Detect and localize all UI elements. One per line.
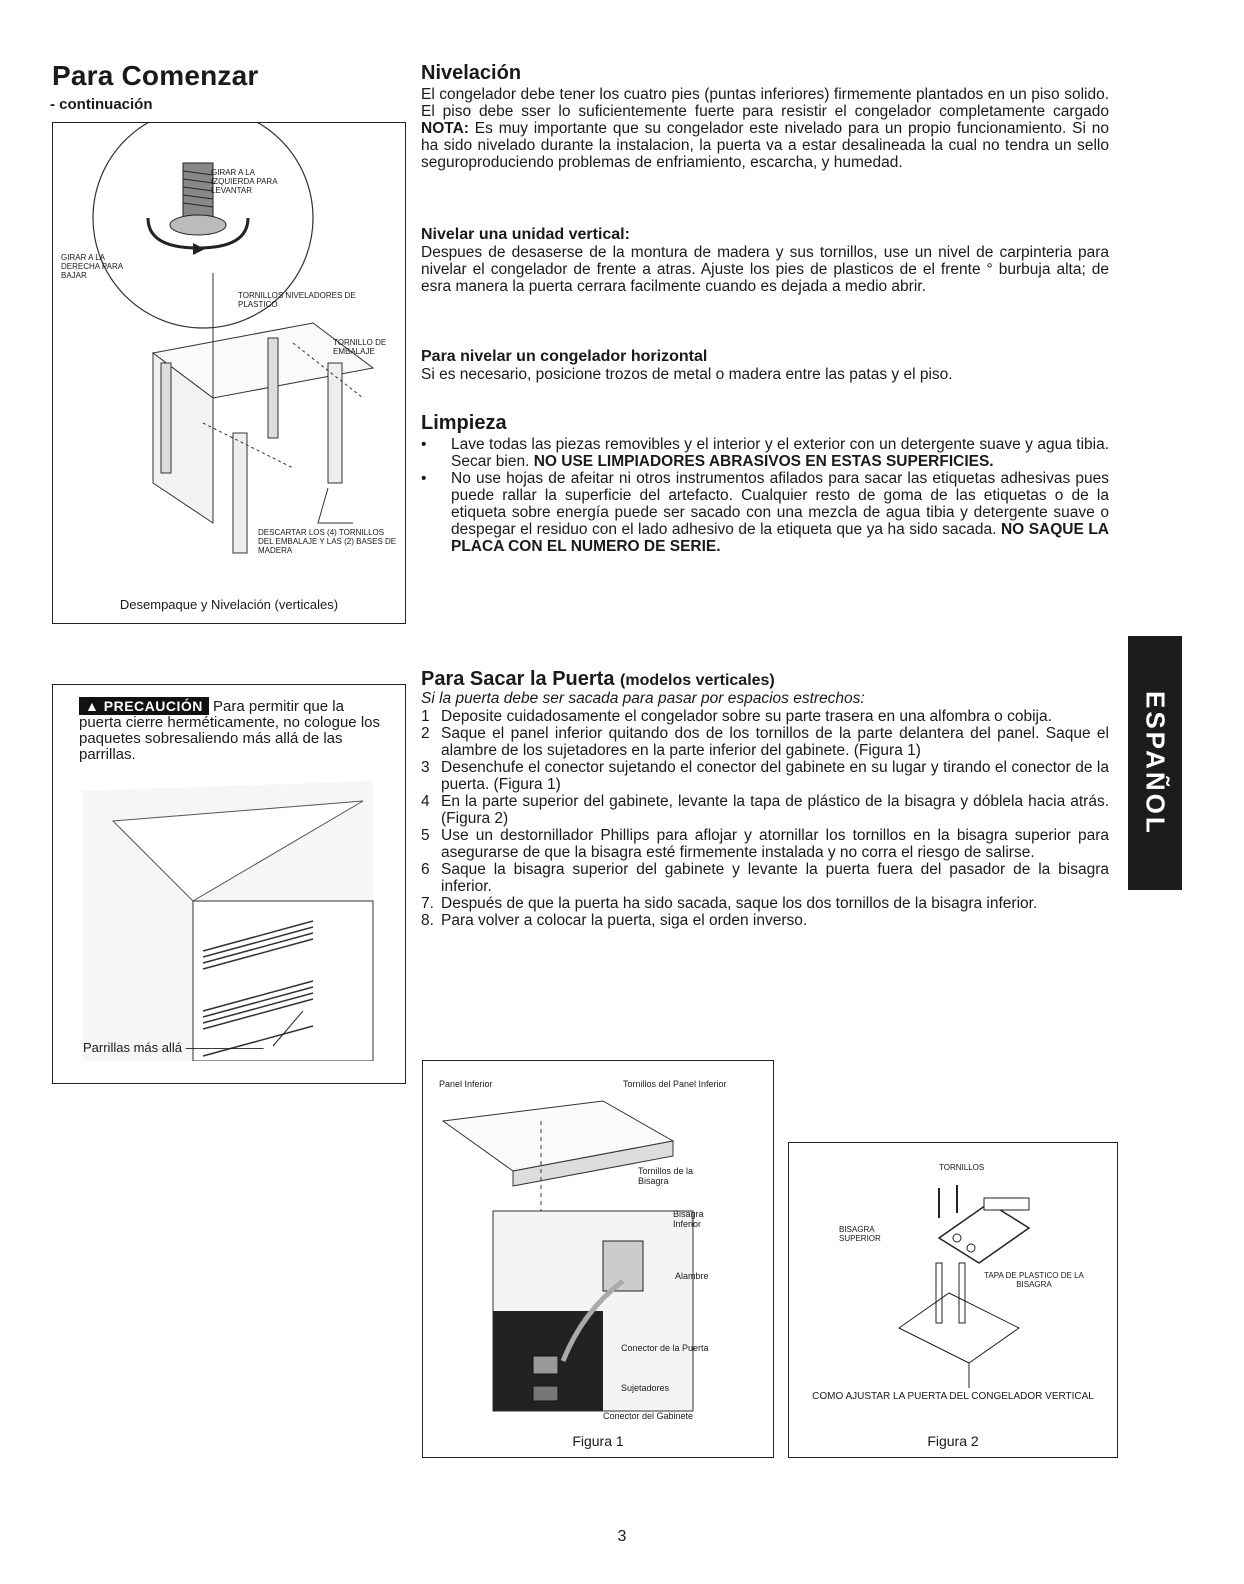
puerta-heading — [421, 668, 775, 691]
step-text: Para volver a colocar la puerta, siga el orden inverso. — [441, 912, 808, 929]
subtitle-text: continuación — [59, 96, 153, 113]
figura-1 — [422, 1060, 774, 1458]
step-text: Saque la bisagra superior del gabinete y levante la puerta fuera del pasador de la bisagra inferior. — [441, 861, 1109, 895]
puerta-step — [421, 793, 1109, 827]
step-number: 2 — [421, 725, 430, 742]
puerta-intro: Si la puerta debe ser sacada para pasar por espacios estrechos: — [421, 690, 865, 707]
step-text: Saque el panel inferior quitando dos de los tornillos de la parte delantera del panel. Saque el alambre de los sujetadores en la parte inferior del gabinete. (Figura 1) — [441, 725, 1109, 759]
step-number: 4 — [421, 793, 430, 810]
puerta-step — [421, 708, 1109, 725]
limpieza-bullet-2-bold: NO SAQUE LA PLACA CON EL NUMERO DE SERIE. — [451, 521, 1109, 555]
figura-2-caption: Figura 2 — [927, 1433, 979, 1449]
label-packing-screw: TORNILLO DE EMBALAJE — [333, 338, 387, 356]
limpieza-list — [421, 436, 1109, 555]
puerta-step — [421, 827, 1109, 861]
fig1-conector-puerta: Conector de la Puerta — [621, 1343, 709, 1353]
shelves-label-text: Parrillas más allá — [83, 1040, 182, 1055]
label-turn-left: GIRAR A LA IZQUIERDA PARA LEVANTAR — [211, 168, 278, 195]
horizontal-heading: Para nivelar un congelador horizontal — [421, 348, 708, 365]
figura-2 — [788, 1142, 1118, 1458]
limpieza-bullet-2-text: No use hojas de afeitar ni otros instrumentos afilados para sacar las etiquetas adhesivas pues puede rallar la superficie del artefacto. Cualquier resto de goma de las etiquetas o de la etiqueta sobre energía puede ser sacado con una mezcla de agua tibia y detergente suave o despegar el residuo con el lado adhesivo de la etiqueta que ya ha sido sacada. — [451, 470, 1109, 538]
limpieza-bullet-1-bold: NO USE LIMPIADORES ABRASIVOS EN ESTAS SUPERFICIES. — [533, 453, 994, 470]
shelves-label: Parrillas más allá —————— — [83, 1040, 264, 1055]
puerta-step — [421, 725, 1109, 759]
page-number: 3 — [617, 1528, 627, 1545]
fig1-sujetadores: Sujetadores — [621, 1383, 670, 1393]
step-number: 1 — [421, 708, 430, 725]
limpieza-bullet-1-text: Lave todas las piezas removibles y el interior y el exterior con un detergente suave y agua tibia. Secar bien. — [451, 436, 1109, 470]
shelves-illustration — [73, 781, 393, 1061]
unpack-caption: Desempaque y Nivelación (verticales) — [119, 597, 339, 612]
subtitle-dash: - — [50, 96, 60, 113]
unpack-figure — [52, 122, 406, 624]
step-number: 8. — [421, 912, 434, 929]
puerta-steps — [421, 708, 1109, 929]
step-number: 7. — [421, 895, 434, 912]
vertical-heading: Nivelar una unidad vertical: — [421, 226, 630, 243]
puerta-heading-text: Para Sacar la Puerta — [421, 668, 615, 690]
limpieza-bullet-1: • Lave todas las piezas removibles y el interior y el exterior con un detergente suave y agua tibia. Secar bien. NO USE LIMPIADORES ABRASIVOS EN ESTAS SUPERFICIES. — [421, 436, 1109, 470]
caution-text: Para permitir que la puerta cierre herméticamente, no cologue los paquetes sobresaliendo más allá de las parrillas. — [79, 698, 380, 763]
step-number: 3 — [421, 759, 430, 776]
caution-box — [52, 684, 406, 1084]
limpieza-heading: Limpieza — [421, 412, 507, 434]
vertical-body: Despues de desaserse de la montura de madera y sus tornillos, use un nivel de carpinteria para nivelar el congelador de frente a atras. Ajuste los pies de plasticos de el frente ° burbuja alta; de esra manera la puerta cerrara facilmente cuando es dejada a medio abrir. — [421, 244, 1109, 295]
puerta-heading-suffix: (modelos verticales) — [620, 672, 775, 689]
step-number: 6 — [421, 861, 430, 878]
page-title: Para Comenzar — [52, 60, 259, 91]
horizontal-body: Si es necesario, posicione trozos de metal o madera entre las patas y el piso. — [421, 366, 953, 383]
fig2-tapa: TAPA DE PLASTICO DE LA BISAGRA — [984, 1271, 1084, 1289]
fig2-bisagra-superior: BISAGRA SUPERIOR — [839, 1225, 881, 1243]
nivelacion-heading: Nivelación — [421, 62, 522, 84]
fig1-bisagra-inferior: Bisagra Inferior — [673, 1209, 704, 1229]
fig1-conector-gabinete: Conector del Gabinete — [603, 1411, 694, 1421]
puerta-step — [421, 861, 1109, 895]
figura-1-illustration — [423, 1061, 773, 1421]
figura-1-caption: Figura 1 — [572, 1433, 624, 1449]
fig1-tornillos-bisagra: Tornillos de la Bisagra — [638, 1166, 694, 1186]
puerta-step — [421, 895, 1109, 912]
step-text: Use un destornillador Phillips para aflojar y atornillar los tornillos en la bisagra superior para asegurarse de que la bisagra esté firmemente instalada y no corra el riesgo de salirse. — [441, 827, 1109, 861]
step-text: Deposite cuidadosamente el congelador sobre su parte trasera en una alfombra o cobija. — [441, 708, 1052, 725]
limpieza-bullet-2: • No use hojas de afeitar ni otros instrumentos afilados para sacar las etiquetas adhesivas pues puede rallar la superficie del artefacto. Cualquier resto de goma de las etiquetas o de la etiqueta sobre energía puede ser sacado con una mezcla de agua tibia y detergente suave o despegar el residuo con el lado adhesivo de la etiqueta que ya ha sido sacada. NO SAQUE LA PLACA CON EL NUMERO DE SERIE. — [421, 470, 1109, 555]
fig2-tornillos: TORNILLOS — [939, 1163, 985, 1172]
caution-badge: ▲ PRECAUCIÓN — [79, 697, 209, 715]
label-turn-right: GIRAR A LA DERECHA PARA BAJAR — [61, 253, 123, 280]
puerta-step — [421, 912, 1109, 929]
fig1-panel-inferior: Panel Inferior — [439, 1079, 493, 1089]
step-text: Desenchufe el conector sujetando el conector del gabinete en su lugar y tirando el conector de la puerta. (Figura 1) — [441, 759, 1109, 793]
fig1-tornillos-panel: Tornillos del Panel Inferior — [623, 1079, 727, 1089]
caution-text-block — [79, 697, 389, 763]
label-discard: DESCARTAR LOS (4) TORNILLOS DEL EMBALAJE Y LAS (2) BASES DE MADERA — [258, 528, 397, 555]
nivelacion-body — [421, 86, 1109, 171]
step-number: 5 — [421, 827, 430, 844]
step-text: En la parte superior del gabinete, levante la tapa de plástico de la bisagra y dóblela hacia atrás. (Figura 2) — [441, 793, 1109, 827]
nivelacion-text-b: Es muy importante que su congelador este nivelado para un propio funcionamiento. Si no ha sido nivelado durante la instalacion, la puerta va a estar desalineada la cual no tendra un sello seguroproduciendo problemas de enfriamiento, escarcha, y humedad. — [421, 120, 1109, 171]
fig1-alambre: Alambre — [675, 1271, 709, 1281]
step-text: Después de que la puerta ha sido sacada, saque los dos tornillos de la bisagra inferior. — [441, 895, 1038, 912]
nivelacion-nota: NOTA: — [421, 120, 469, 137]
language-tab: ESPAÑOL — [1128, 636, 1182, 890]
caution-badge-text: PRECAUCIÓN — [103, 698, 203, 714]
nivelacion-text-a: El congelador debe tener los cuatro pies (puntas inferiores) firmemente plantados en un piso solido. El piso debe sser lo suficientemente fuerte para resistir el congelador completamente cargado — [421, 86, 1109, 120]
fig2-descripcion: COMO AJUSTAR LA PUERTA DEL CONGELADOR VERTICAL — [812, 1391, 1094, 1402]
label-leveling-screws: TORNILLOS NIVELADORES DE PLASTICO — [238, 291, 356, 309]
puerta-step — [421, 759, 1109, 793]
page-subtitle — [50, 96, 153, 113]
